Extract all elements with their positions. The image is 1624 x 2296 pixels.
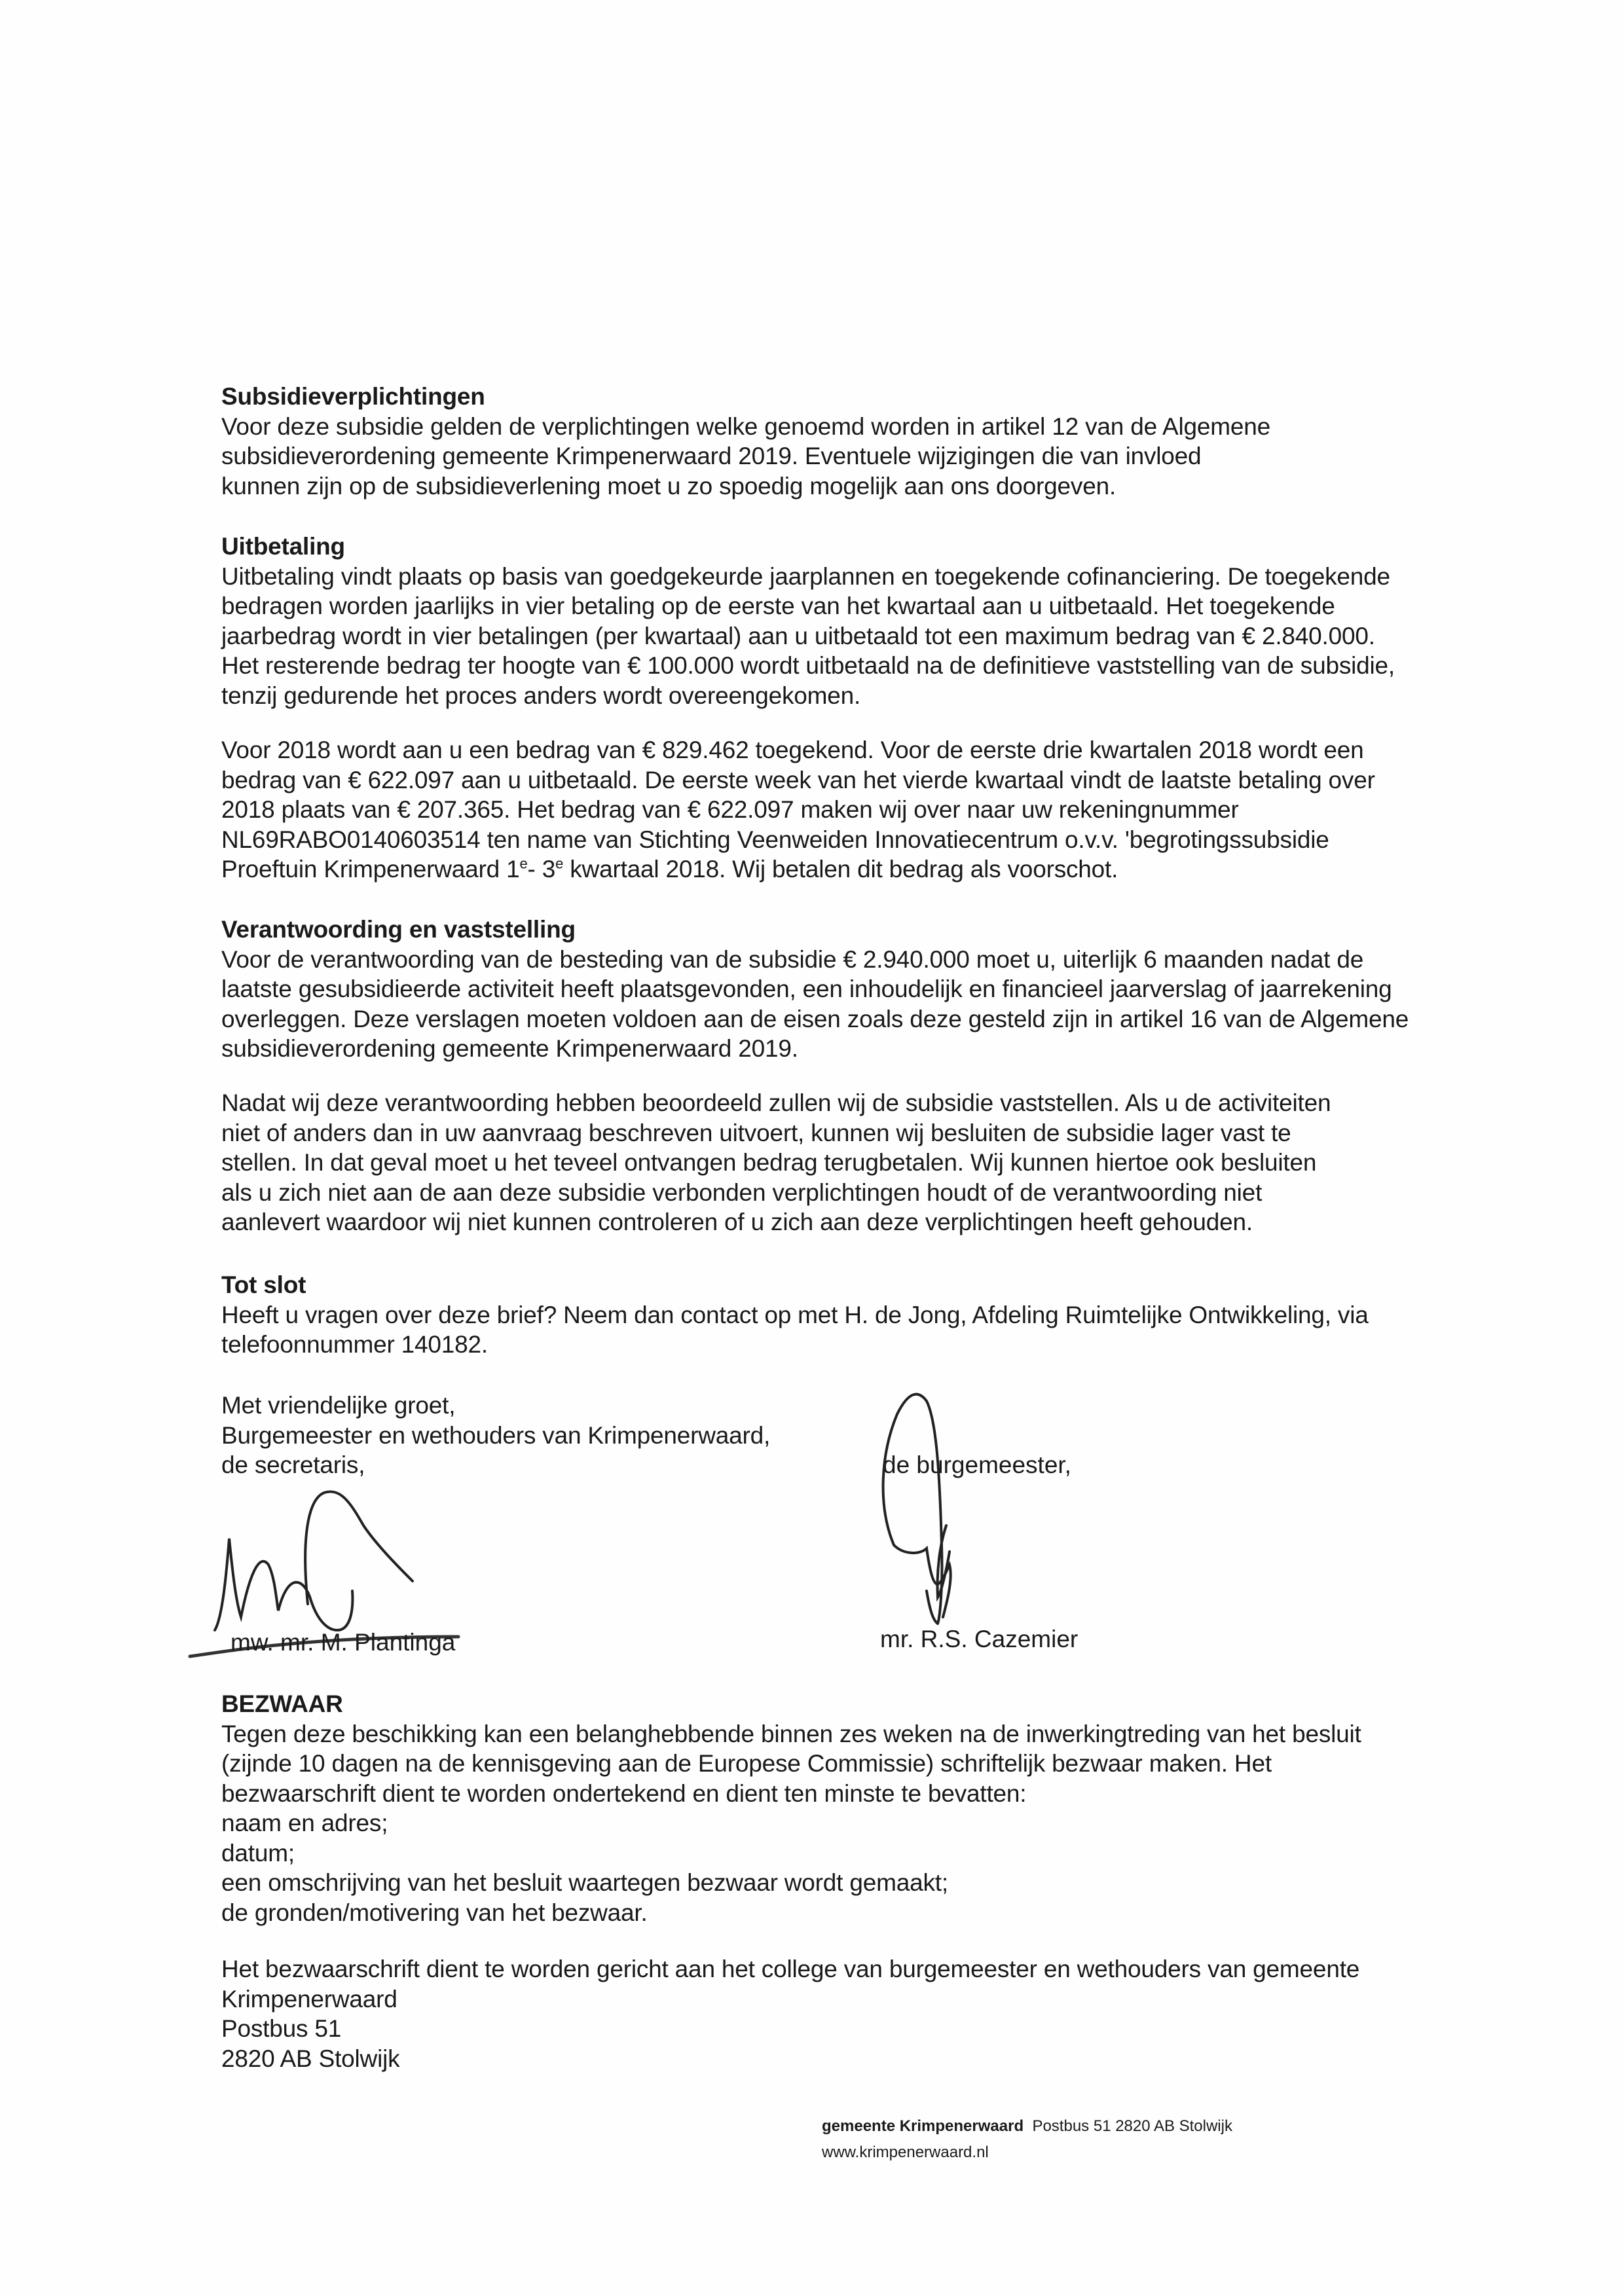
address-line: Krimpenerwaard bbox=[221, 1985, 397, 2013]
paragraph-line: Voor de verantwoording van de besteding van de subsidie € 2.940.000 moet u, uiterlijk 6 maanden nadat de bbox=[221, 945, 1364, 973]
left-signatory-role: de secretaris, bbox=[221, 1451, 365, 1478]
text-fragment: Proeftuin Krimpenerwaard 1 bbox=[221, 856, 520, 883]
section-heading: Verantwoording en vaststelling bbox=[221, 916, 576, 943]
paragraph-line bbox=[221, 854, 1498, 884]
text-fragment: kwartaal 2018. Wij betalen dit bedrag als voorschot. bbox=[563, 856, 1118, 883]
paragraph-line: stellen. In dat geval moet u het teveel ontvangen bedrag terugbetalen. Wij kunnen hiertoe ook besluiten bbox=[221, 1149, 1317, 1176]
footer-website[interactable]: www.krimpenerwaard.nl bbox=[822, 2143, 989, 2161]
paragraph-line: Uitbetaling vindt plaats op basis van goedgekeurde jaarplannen en toegekende cofinanciering. De toegekende bbox=[221, 562, 1390, 590]
right-signatory-role: de burgemeester, bbox=[883, 1451, 1071, 1478]
paragraph-line: bezwaarschrift dient te worden ondertekend en dient ten minste te bevatten: bbox=[221, 1779, 1027, 1807]
signature-secretaris bbox=[183, 1440, 511, 1637]
section-uitbetaling bbox=[221, 532, 1498, 710]
paragraph-line: tenzij gedurende het proces anders wordt overeengekomen. bbox=[221, 682, 861, 709]
paragraph-line: jaarbedrag wordt in vier betalingen (per kwartaal) aan u uitbetaald tot een maximum bedrag van € 2.840.000. bbox=[221, 622, 1375, 649]
signature-stroke bbox=[215, 1491, 413, 1630]
paragraph-line: kunnen zijn op de subsidieverlening moet u zo spoedig mogelijk aan ons doorgeven. bbox=[221, 472, 1116, 500]
bezwaar-address-block bbox=[221, 1954, 1498, 2073]
paragraph-line: Heeft u vragen over deze brief? Neem dan contact op met H. de Jong, Afdeling Ruimtelijke Ontwikkeling, via bbox=[221, 1301, 1369, 1328]
paragraph-line: overleggen. Deze verslagen moeten voldoen aan de eisen zoals deze gesteld zijn in artikel 16 van de Algemene bbox=[221, 1005, 1409, 1032]
paragraph-line: aanlevert waardoor wij niet kunnen controleren of u zich aan deze verplichtingen heeft gehouden. bbox=[221, 1209, 1253, 1235]
right-signatory-name: mr. R.S. Cazemier bbox=[880, 1626, 1079, 1652]
paragraph-line: Nadat wij deze verantwoording hebben beoordeeld zullen wij de subsidie vaststellen. Als u de activiteiten bbox=[221, 1089, 1331, 1116]
paragraph-payment-2018 bbox=[221, 735, 1498, 884]
section-heading: BEZWAAR bbox=[221, 1690, 343, 1717]
paragraph-line: Voor 2018 wordt aan u een bedrag van € 829.462 toegekend. Voor de eerste drie kwartalen 2018 wordt een bbox=[221, 737, 1364, 763]
paragraph-line: subsidieverordening gemeente Krimpenerwaard 2019. bbox=[221, 1035, 798, 1062]
closing-signatories: Burgemeester en wethouders van Krimpenerwaard, bbox=[221, 1421, 771, 1449]
closing-greeting: Met vriendelijke groet, bbox=[221, 1392, 456, 1419]
paragraph-line: bedragen worden jaarlijks in vier betaling op de eerste van het kwartaal aan u uitbetaald. Het toegekende bbox=[221, 592, 1335, 619]
section-subsidieverplichtingen bbox=[221, 382, 1498, 501]
paragraph-line: Tegen deze beschikking kan een belanghebbende binnen zes weken na de inwerkingtreding van het besluit bbox=[221, 1720, 1361, 1747]
superscript: e bbox=[555, 855, 564, 872]
section-bezwaar bbox=[221, 1689, 1498, 1927]
signature-burgemeester bbox=[864, 1375, 1035, 1637]
paragraph-line: laatste gesubsidieerde activiteit heeft plaatsgevonden, een inhoudelijk en financieel jaarverslag of jaarrekening bbox=[221, 975, 1392, 1002]
paragraph-line: NL69RABO0140603514 ten name van Stichting Veenweiden Innovatiecentrum o.v.v. 'begrotingssubsidie bbox=[221, 826, 1329, 853]
paragraph-line: Voor deze subsidie gelden de verplichtingen welke genoemd worden in artikel 12 van de Algemene bbox=[221, 412, 1271, 440]
list-item: de gronden/motivering van het bezwaar. bbox=[221, 1899, 648, 1926]
footer-address: Postbus 51 2820 AB Stolwijk bbox=[1032, 2117, 1232, 2135]
paragraph-line: Het resterende bedrag ter hoogte van € 100.000 wordt uitbetaald na de definitieve vaststelling van de subsidie, bbox=[221, 652, 1395, 679]
list-item: een omschrijving van het besluit waartegen bezwaar wordt gemaakt; bbox=[221, 1869, 948, 1896]
section-heading: Subsidieverplichtingen bbox=[221, 383, 485, 410]
letter-footer bbox=[822, 2113, 1232, 2166]
section-tot-slot bbox=[221, 1270, 1498, 1360]
section-heading: Uitbetaling bbox=[221, 533, 345, 560]
paragraph-line: bedrag van € 622.097 aan u uitbetaald. De eerste week van het vierde kwartaal vindt de laatste betaling over bbox=[221, 766, 1375, 793]
section-heading: Tot slot bbox=[221, 1271, 306, 1298]
list-item: datum; bbox=[221, 1839, 295, 1867]
paragraph-line: subsidieverordening gemeente Krimpenerwaard 2019. Eventuele wijzigingen die van invloed bbox=[221, 443, 1202, 469]
list-item: naam en adres; bbox=[221, 1810, 388, 1836]
paragraph-line: (zijnde 10 dagen na de kennisgeving aan de Europese Commissie) schriftelijk bezwaar maken. Het bbox=[221, 1750, 1272, 1777]
address-intro: Het bezwaarschrift dient te worden gericht aan het college van burgemeester en wethouders van gemeente bbox=[221, 1956, 1360, 1982]
paragraph-line: telefoonnummer 140182. bbox=[221, 1331, 488, 1358]
signature-stroke bbox=[938, 1525, 950, 1597]
footer-address-line bbox=[822, 2113, 1232, 2140]
paragraph-vaststelling bbox=[221, 1088, 1498, 1237]
address-line: 2820 AB Stolwijk bbox=[221, 2045, 400, 2072]
address-line: Postbus 51 bbox=[221, 2015, 342, 2042]
paragraph-line: niet of anders dan in uw aanvraag beschreven uitvoert, kunnen wij besluiten de subsidie lager vast te bbox=[221, 1119, 1291, 1146]
left-signatory-name: mw. mr. M. Plantinga bbox=[231, 1629, 456, 1656]
paragraph-line: 2018 plaats van € 207.365. Het bedrag van € 622.097 maken wij over naar uw rekeningnummer bbox=[221, 796, 1239, 823]
text-fragment: - 3 bbox=[527, 856, 556, 883]
section-verantwoording bbox=[221, 915, 1498, 1064]
superscript: e bbox=[519, 855, 528, 872]
footer-org: gemeente Krimpenerwaard bbox=[822, 2117, 1024, 2135]
paragraph-line: als u zich niet aan de aan deze subsidie verbonden verplichtingen houdt of de verantwoording niet bbox=[221, 1178, 1263, 1206]
